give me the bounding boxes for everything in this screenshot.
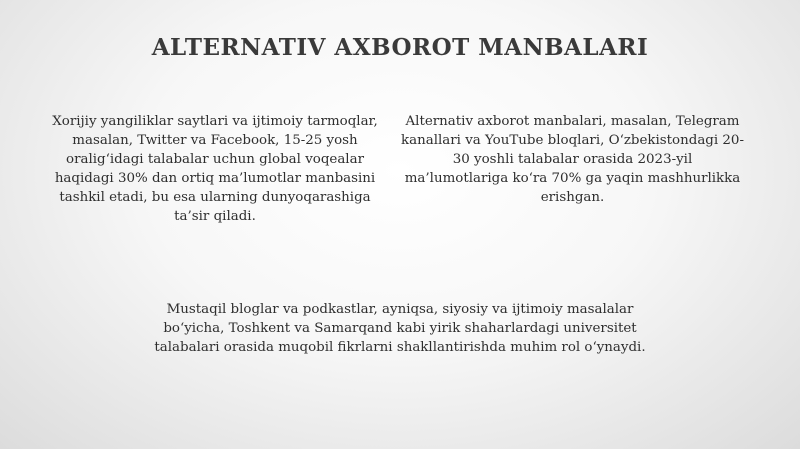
slide-title: ALTERNATIV AXBOROT MANBALARI [151, 34, 649, 61]
paragraph-alternative-sources: Alternativ axborot manbalari, masalan, Telegram kanallari va YouTube bloqlari, O‘zbekistondagi 20-30 yoshli talabalar orasida 2023-yil ma’lumotlariga ko‘ra 70% ga yaqin mashhurlikka erishgan. [401, 114, 744, 205]
paragraph-independent-blogs: Mustaqil bloglar va podkastlar, ayniqsa, siyosiy va ijtimoiy masalalar bo‘yicha, Toshkent va Samarqand kabi yirik shaharlardagi universitet talabalari orasida muqobil fikrlarni shakllantirishda muhim rol o‘ynaydi. [154, 302, 646, 355]
paragraph-foreign-news: Xorijiy yangiliklar saytlari va ijtimoiy tarmoqlar, masalan, Twitter va Facebook, 15-25 yosh oralig‘idagi talabalar uchun global voqealar haqidagi 30% dan ortiq ma’lumotlar manbasini tashkil etadi, bu esa ularning dunyoqarashiga ta’sir qiladi. [52, 114, 378, 224]
